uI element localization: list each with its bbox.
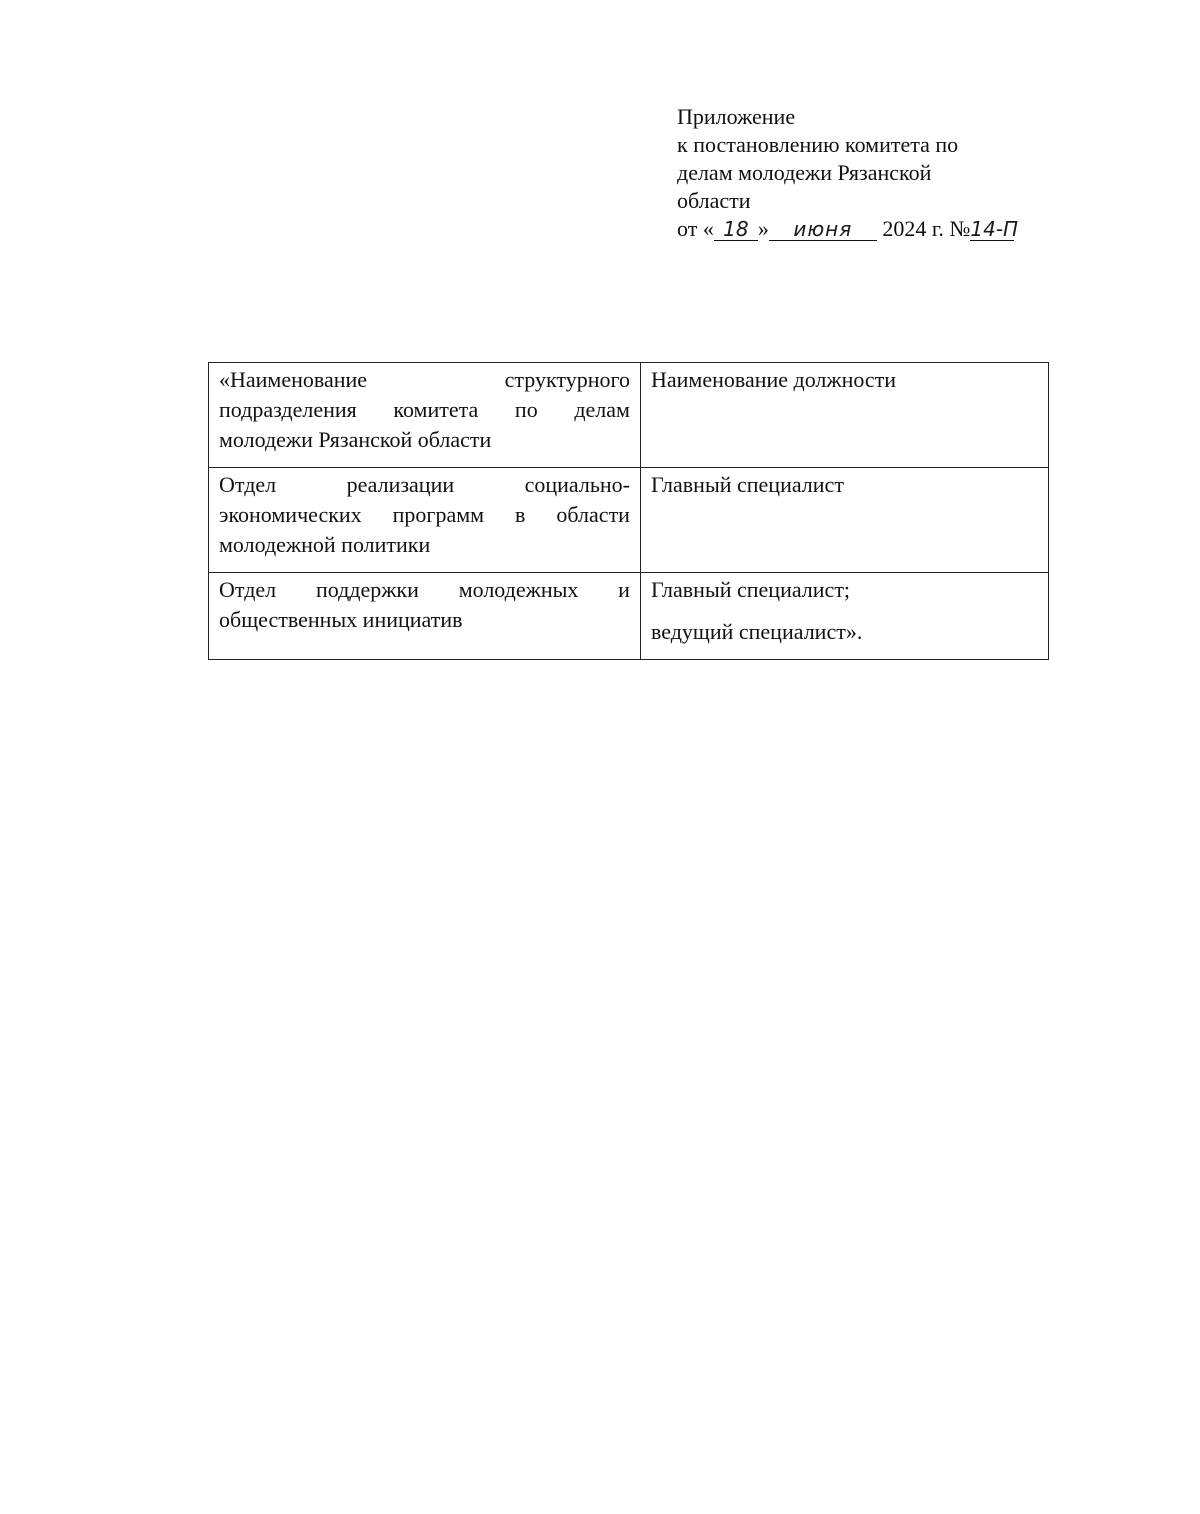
position-line: Главный специалист; [650, 577, 851, 602]
date-prefix: от « [677, 216, 714, 241]
unit-cell: «Наименование структурного подразделения комитета по делам молодежи Рязанской области [209, 363, 641, 468]
appendix-line-1: к постановлению комитета по [677, 132, 959, 157]
position-cell [640, 468, 1048, 573]
table-row [209, 468, 1049, 573]
appendix-title: Приложение [677, 104, 796, 129]
appendix-line-3: области [677, 188, 751, 213]
position-line: Главный специалист [650, 472, 844, 497]
handwritten-number: 14-П [970, 217, 1019, 241]
date-year: 2024 г. № [882, 216, 971, 241]
appendix-header [677, 103, 1097, 243]
position-line: ведущий специалист». [650, 619, 863, 644]
handwritten-month: июня [769, 218, 877, 241]
position-cell [640, 573, 1048, 660]
handwritten-day: 18 [714, 218, 758, 241]
appendix-date-line [677, 215, 1097, 243]
position-cell [640, 363, 1048, 468]
positions-table [208, 362, 1049, 660]
unit-cell: Отдел реализации социально-экономических программ в области молодежной политики [209, 468, 641, 573]
unit-cell: Отдел поддержки молодежных и общественных инициатив [209, 573, 641, 660]
position-line: Наименование должности [650, 367, 897, 392]
table-row [209, 363, 1049, 468]
appendix-line-2: делам молодежи Рязанской [677, 160, 932, 185]
date-mid: » [757, 216, 769, 241]
table-row [209, 573, 1049, 660]
